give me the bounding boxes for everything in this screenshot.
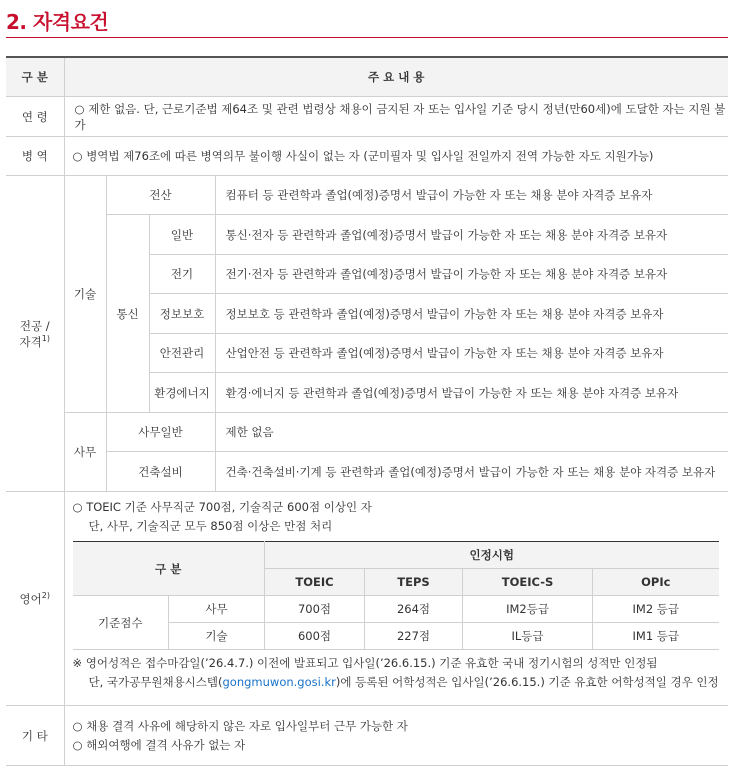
etc-label: 기 타 <box>6 706 64 766</box>
score-cell: 600점 <box>265 623 365 650</box>
telecom-label: 통신 <box>106 215 149 413</box>
major-row-name: 정보보호 <box>149 294 215 334</box>
score-cell: IM1 등급 <box>593 623 719 650</box>
title-divider <box>6 37 728 38</box>
major-row-name: 사무일반 <box>106 413 215 452</box>
military-text: ○ 병역법 제76조에 따른 병역의무 불이행 사실이 없는 자 (군미필자 및 입사일 전일까지 전역 가능한 자도 지원가능) <box>64 137 728 176</box>
major-row-name: 일반 <box>149 215 215 255</box>
major-row-name: 전기 <box>149 255 215 294</box>
major-row-text: 환경·에너지 등 관련학과 졸업(예정)증명서 발급이 가능한 자 또는 채용 분야 자격증 보유자 <box>215 373 728 413</box>
english-label <box>6 492 64 706</box>
english-footnote-mark: 2) <box>41 590 50 600</box>
major-row-name: 건축설비 <box>106 452 215 492</box>
major-row-text: 건축·건축설비·기계 등 관련학과 졸업(예정)증명서 발급이 가능한 자 또는 채용 분야 자격증 보유자 <box>215 452 728 492</box>
section-title: 2. 자격요건 <box>6 10 109 34</box>
major-row-text: 통신·전자 등 관련학과 졸업(예정)증명서 발급이 가능한 자 또는 채용 분야 자격증 보유자 <box>215 215 728 255</box>
score-header-group: 구 분 <box>73 542 265 596</box>
score-row-name: 기술 <box>169 623 265 650</box>
major-row-text: 산업안전 등 관련학과 졸업(예정)증명서 발급이 가능한 자 또는 채용 분야 자격증 보유자 <box>215 334 728 373</box>
english-note2 <box>73 673 729 692</box>
major-row-text: 전기·전자 등 관련학과 졸업(예정)증명서 발급이 가능한 자 또는 채용 분야 자격증 보유자 <box>215 255 728 294</box>
gosi-link[interactable]: gongmuwon.gosi.kr <box>222 675 336 689</box>
score-header-cert: 인정시험 <box>265 542 719 569</box>
english-score-table <box>73 541 719 650</box>
english-line1: ○ TOEIC 기준 사무직군 700점, 기술직군 600점 이상인 자 <box>72 500 372 514</box>
age-text: ○ 제한 없음. 단, 근로기준법 제64조 및 관련 법령상 채용이 금지된 자 또는 입사일 기준 당시 정년(만60세)에 도달한 자는 지원 불가 <box>64 97 728 137</box>
score-row-group: 기준점수 <box>73 596 169 650</box>
etc-line1: ○ 채용 결격 사유에 해당하지 않은 자로 입사일부터 근무 가능한 자 <box>72 718 408 733</box>
score-cell: IM2 등급 <box>593 596 719 623</box>
military-label: 병 역 <box>6 137 64 176</box>
english-note2-pre: 단, 국가공무원채용시스템( <box>88 675 223 689</box>
english-label-text: 영어 <box>19 591 42 606</box>
score-cell: IM2등급 <box>463 596 593 623</box>
score-cell: IL등급 <box>463 623 593 650</box>
requirements-table <box>6 56 728 766</box>
tech-label: 기술 <box>64 176 106 413</box>
major-row-text: 제한 없음 <box>215 413 728 452</box>
score-cell: 227점 <box>365 623 463 650</box>
header-content: 주 요 내 용 <box>64 57 728 97</box>
major-row-name: 환경에너지 <box>149 373 215 413</box>
english-line2: 단, 사무, 기술직군 모두 850점 이상은 만점 처리 <box>88 519 333 533</box>
test-name: TOEIC-S <box>463 569 593 596</box>
major-row-name: 전산 <box>106 176 215 215</box>
score-cell: 264점 <box>365 596 463 623</box>
test-name: TOEIC <box>265 569 365 596</box>
office-label: 사무 <box>64 413 106 492</box>
major-label-line1: 전공 / <box>19 318 50 333</box>
header-category: 구 분 <box>6 57 64 97</box>
age-label: 연 령 <box>6 97 64 137</box>
major-row-text: 컴퓨터 등 관련학과 졸업(예정)증명서 발급이 가능한 자 또는 채용 분야 자격증 보유자 <box>215 176 728 215</box>
test-name: TEPS <box>365 569 463 596</box>
etc-line2: ○ 해외여행에 결격 사유가 없는 자 <box>72 737 246 752</box>
english-note2-post: )에 등록된 어학성적은 입사일(’26.6.15.) 기준 유효한 어학성적일 경우 인정 <box>335 675 719 689</box>
major-footnote-mark: 1) <box>41 333 50 343</box>
major-row-text: 정보보호 등 관련학과 졸업(예정)증명서 발급이 가능한 자 또는 채용 분야 자격증 보유자 <box>215 294 728 334</box>
major-row-name: 안전관리 <box>149 334 215 373</box>
english-note1: ※ 영어성적은 접수마감일(’26.4.7.) 이전에 발표되고 입사일(’26.6.15.) 기준 유효한 국내 정기시험의 성적만 인정됨 <box>72 656 658 670</box>
major-label <box>6 176 64 492</box>
test-name: OPIc <box>593 569 719 596</box>
major-label-line2: 자격 <box>19 334 42 349</box>
score-row-name: 사무 <box>169 596 265 623</box>
score-cell: 700점 <box>265 596 365 623</box>
